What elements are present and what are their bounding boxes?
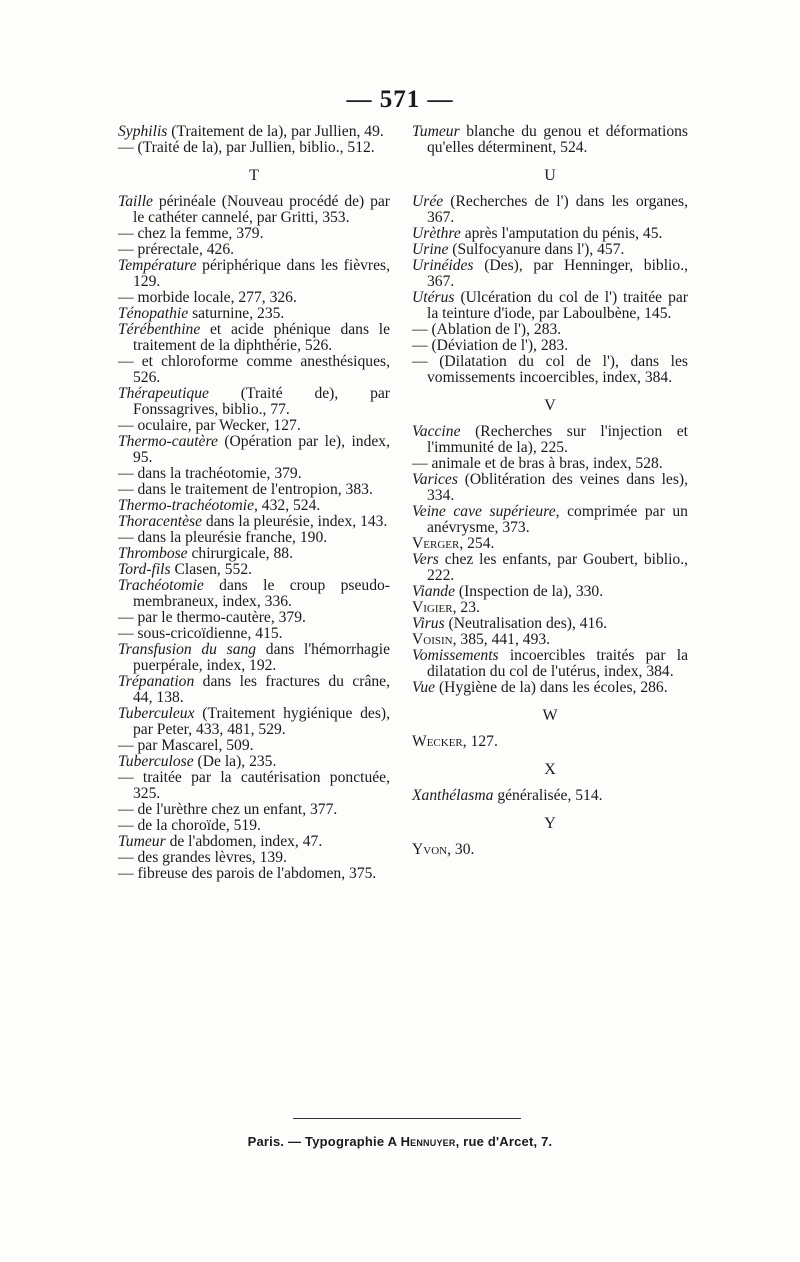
index-entry [118, 322, 390, 354]
section-letter: Y [544, 815, 556, 832]
entry-term: Urinéides [412, 257, 474, 274]
entry-author-name: Vigier [412, 599, 453, 616]
entry-term: Térébenthine [118, 321, 201, 338]
entry-author-name: Voisin [412, 631, 453, 648]
index-entry [412, 648, 688, 680]
entry-term: Thermo-trachéotomie [118, 497, 254, 514]
entry-detail: , 432, 524. [254, 497, 321, 514]
entry-detail: — morbide locale, 277, 326. [118, 289, 297, 306]
index-entry [118, 738, 390, 754]
entry-term: Tord-fils [118, 561, 171, 578]
entry-detail: (Des), par Henninger, biblio., 367. [427, 257, 688, 290]
entry-detail: généralisée, 514. [493, 787, 603, 804]
entry-term: Tuberculeux [118, 705, 195, 722]
entry-term: Thermo-cautère [118, 433, 218, 450]
index-entry [412, 600, 688, 616]
index-entry [412, 258, 688, 290]
printer-imprint [0, 1134, 800, 1149]
index-entry [118, 674, 390, 706]
index-entry [118, 530, 390, 546]
entry-detail: dans la pleurésie, index, 143. [202, 513, 388, 530]
index-entry [412, 424, 688, 456]
entry-term: Vomissements [412, 647, 499, 664]
entry-detail: — par le thermo-cautère, 379. [118, 609, 306, 626]
index-entry [118, 354, 390, 386]
index-entry [412, 632, 688, 648]
index-entry [118, 290, 390, 306]
entry-detail: — chez la femme, 379. [118, 225, 264, 242]
index-entry [118, 626, 390, 642]
entry-detail: dans l'hémorrhagie puerpérale, index, 192. [133, 641, 390, 674]
entry-term: Tumeur [412, 123, 460, 140]
entry-detail: — par Mascarel, 509. [118, 737, 254, 754]
entry-detail: — dans la pleurésie franche, 190. [118, 529, 328, 546]
entry-term: Tuberculose [118, 753, 194, 770]
index-entry [412, 124, 688, 156]
entry-term: Urine [412, 241, 449, 258]
entry-term: Vers [412, 551, 439, 568]
entry-term: Xanthélasma [412, 787, 494, 804]
entry-term: Veine cave supérieure [412, 503, 556, 520]
index-entry [118, 850, 390, 866]
entry-detail: blanche du genou et déformations qu'elles déterminent, 524. [427, 123, 688, 156]
entry-detail: (Neutralisation des), 416. [444, 615, 608, 632]
entry-term: Urée [412, 193, 444, 210]
entry-term: Thoracentèse [118, 513, 203, 530]
index-entry [412, 322, 688, 338]
section-letter: W [542, 707, 558, 724]
index-column-right [412, 124, 688, 858]
index-entry [412, 552, 688, 584]
entry-term: Virus [412, 615, 445, 632]
entry-detail: chirurgicale, 88. [187, 545, 293, 562]
index-entry [118, 578, 390, 610]
index-entry [412, 616, 688, 632]
section-letter: V [544, 397, 556, 414]
section-letter: U [544, 167, 556, 184]
entry-detail: (Opération par le), index, 95. [133, 433, 390, 466]
entry-detail: — de la choroïde, 519. [118, 817, 261, 834]
imprint-printer-name: Hennuyer [400, 1134, 456, 1149]
imprint-text-end: , rue d'Arcet, 7. [455, 1134, 553, 1149]
entry-detail: — dans la trachéotomie, 379. [118, 465, 302, 482]
index-entry [118, 562, 390, 578]
entry-author-name: Wecker [412, 733, 463, 750]
index-entry [412, 472, 688, 504]
page-number: — 571 — [346, 86, 454, 113]
entry-detail: — (Ablation de l'), 283. [412, 321, 562, 338]
index-entry [412, 842, 688, 858]
entry-term: Viande [412, 583, 456, 600]
index-entry [118, 482, 390, 498]
index-entry [412, 734, 688, 750]
entry-detail: (Recherches de l') dans les organes, 367. [427, 193, 688, 226]
entry-detail: — (Déviation de l'), 283. [412, 337, 569, 354]
entry-author-name: Verger [412, 535, 460, 552]
index-entry [118, 386, 390, 418]
entry-detail: (Ulcération du col de l') traitée par la teinture d'iode, par Laboulbène, 145. [427, 289, 688, 322]
entry-detail: (Inspection de la), 330. [455, 583, 604, 600]
entry-term: Taille [118, 193, 153, 210]
index-entry [118, 498, 390, 514]
index-entry [412, 680, 688, 696]
section-letter: T [249, 167, 259, 184]
entry-detail: chez les enfants, par Goubert, biblio., 222. [427, 551, 688, 584]
entry-detail: (Traité de), par Fonssagrives, biblio., 77. [133, 385, 390, 418]
index-entry [412, 584, 688, 600]
imprint-text-start: Paris. — Typographie A [247, 1134, 401, 1149]
entry-detail: (Recherches sur l'injection et l'immunité de la), 225. [427, 423, 688, 456]
index-entry [118, 546, 390, 562]
index-entry [412, 338, 688, 354]
index-entry [118, 706, 390, 738]
index-entry [412, 504, 688, 536]
entry-detail: et acide phénique dans le traitement de la diphthérie, 526. [133, 321, 390, 354]
index-entry [412, 456, 688, 472]
entry-detail: — et chloroforme comme anesthésiques, 526. [118, 353, 390, 386]
entry-author-name: Yvon [412, 841, 448, 858]
index-entry [118, 834, 390, 850]
index-entry [118, 434, 390, 466]
entry-detail: périnéale (Nouveau procédé de) par le cathéter cannelé, par Gritti, 353. [133, 193, 390, 226]
index-entry [118, 258, 390, 290]
index-entry [118, 866, 390, 882]
index-entry [118, 194, 390, 226]
entry-detail: , 254. [459, 535, 495, 552]
index-entry [118, 124, 390, 140]
index-entry [412, 536, 688, 552]
entry-detail: — animale et de bras à bras, index, 528. [412, 455, 663, 472]
index-entry [118, 818, 390, 834]
index-entry [412, 788, 688, 804]
entry-detail: (Traitement hygiénique des), par Peter, 433, 481, 529. [133, 705, 390, 738]
entry-detail: (Sulfocyanure dans l'), 457. [448, 241, 625, 258]
entry-term: Urèthre [412, 225, 461, 242]
index-entry [118, 754, 390, 770]
entry-detail: (Traitement de la), par Jullien, 49. [167, 123, 384, 140]
index-entry [118, 418, 390, 434]
entry-term: Varices [412, 471, 458, 488]
entry-term: Thrombose [118, 545, 188, 562]
entry-term: Syphilis [118, 123, 168, 140]
entry-detail: après l'amputation du pénis, 45. [460, 225, 663, 242]
entry-term: Vue [412, 679, 436, 696]
index-entry [118, 242, 390, 258]
footer-divider [293, 1118, 521, 1119]
entry-detail: , 385, 441, 493. [452, 631, 551, 648]
entry-detail: — oculaire, par Wecker, 127. [118, 417, 301, 434]
entry-term: Température [118, 257, 197, 274]
index-entry [118, 466, 390, 482]
index-entry [412, 354, 688, 386]
entry-detail: saturnine, 235. [188, 305, 285, 322]
entry-detail: dans le croup pseudo-membraneux, index, 336. [133, 577, 390, 610]
index-entry [118, 802, 390, 818]
entry-detail: — sous-cricoïdienne, 415. [118, 625, 283, 642]
entry-term: Trachéotomie [118, 577, 204, 594]
index-entry [118, 140, 390, 156]
index-entry [118, 610, 390, 626]
entry-term: Utérus [412, 289, 455, 306]
entry-detail: , 30. [447, 841, 475, 858]
entry-detail: (De la), 235. [193, 753, 277, 770]
index-entry [118, 642, 390, 674]
entry-detail: — des grandes lèvres, 139. [118, 849, 287, 866]
entry-detail: — fibreuse des parois de l'abdomen, 375. [118, 865, 377, 882]
entry-detail: , comprimée par un anévrysme, 373. [427, 503, 688, 536]
entry-detail: — dans le traitement de l'entropion, 383. [118, 481, 373, 498]
index-entry [412, 290, 688, 322]
index-entry [118, 306, 390, 322]
entry-term: Trépanation [118, 673, 195, 690]
index-entry [118, 226, 390, 242]
entry-detail: , 127. [462, 733, 498, 750]
index-entry [118, 770, 390, 802]
entry-detail: de l'abdomen, index, 47. [165, 833, 323, 850]
entry-term: Thérapeutique [118, 385, 209, 402]
entry-detail: incoercibles traités par la dilatation du col de l'utérus, index, 384. [427, 647, 688, 680]
entry-detail: Clasen, 552. [170, 561, 253, 578]
index-entry [118, 514, 390, 530]
entry-detail: (Oblitération des veines dans les), 334. [427, 471, 688, 504]
section-letter: X [544, 761, 556, 778]
entry-detail: périphérique dans les fièvres, 129. [133, 257, 390, 290]
entry-term: Ténopathie [118, 305, 189, 322]
index-entry [412, 226, 688, 242]
entry-detail: dans les fractures du crâne, 44, 138. [133, 673, 390, 706]
index-entry [412, 194, 688, 226]
entry-detail: , 23. [452, 599, 480, 616]
entry-detail: — traitée par la cautérisation ponctuée, 325. [118, 769, 390, 802]
entry-term: Vaccine [412, 423, 461, 440]
entry-detail: — (Dilatation du col de l'), dans les vomissements incoercibles, index, 384. [412, 353, 688, 386]
entry-detail: — (Traité de la), par Jullien, biblio., 512. [118, 139, 375, 156]
entry-term: Tumeur [118, 833, 166, 850]
entry-term: Transfusion du sang [118, 641, 257, 658]
entry-detail: — prérectale, 426. [118, 241, 235, 258]
index-column-left [118, 124, 390, 882]
index-entry [412, 242, 688, 258]
entry-detail: — de l'urèthre chez un enfant, 377. [118, 801, 338, 818]
entry-detail: (Hygiène de la) dans les écoles, 286. [435, 679, 668, 696]
